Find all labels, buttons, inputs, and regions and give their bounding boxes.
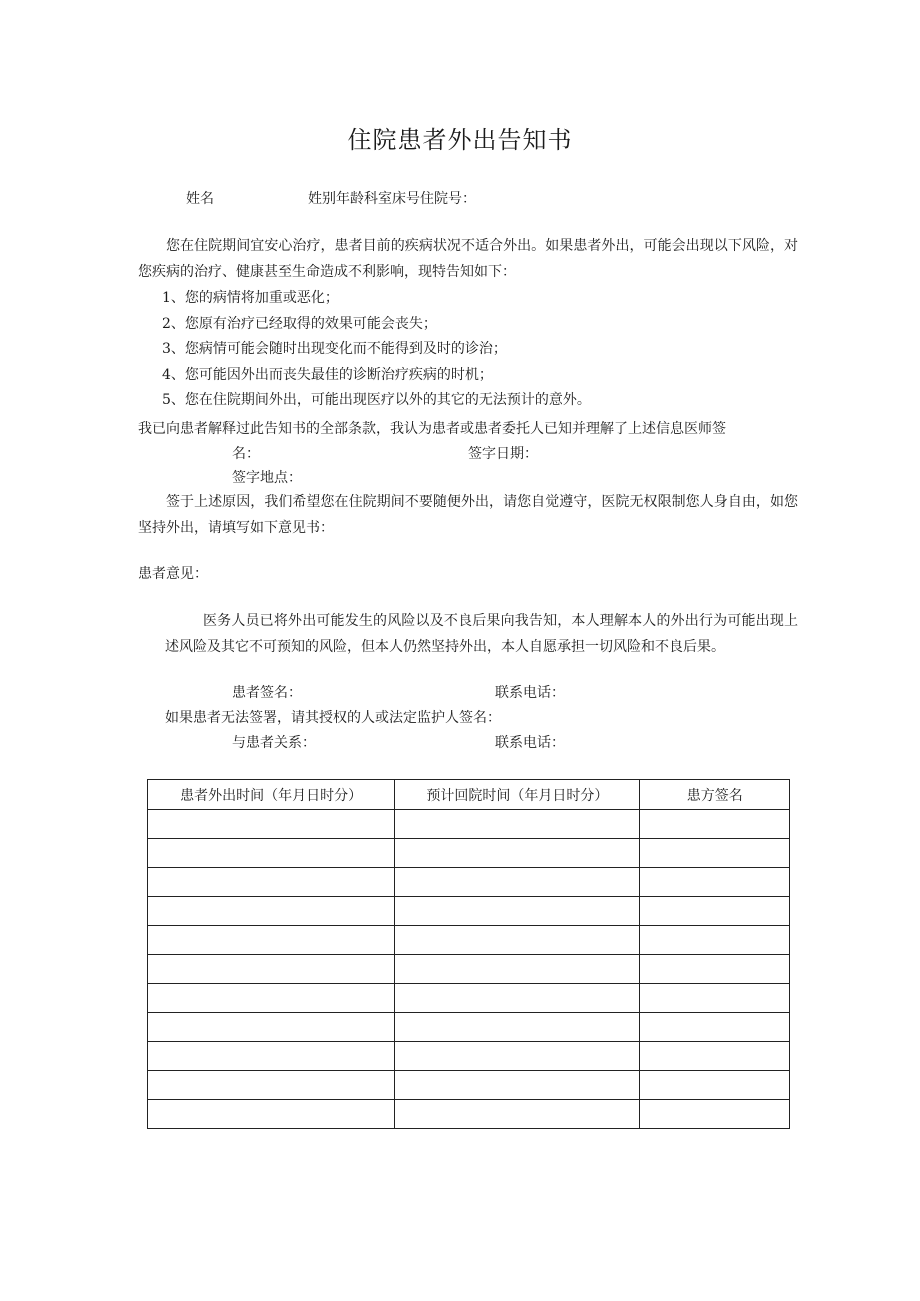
table-row [148,868,790,897]
sign-place-label: 签字地点： [232,470,302,486]
intro-paragraph: 您在住院期间宜安心治疗，患者目前的疾病状况不适合外出。如果患者外出，可能会出现以下风险，对您疾病的治疗、健康甚至生命造成不利影响，现特告知如下： [138,238,798,280]
sign-date-label: 签字日期： [468,446,538,462]
signature-cell[interactable] [640,1100,790,1129]
departure-time-cell[interactable] [148,984,395,1013]
risk-item: 5、您在住院期间外出，可能出现医疗以外的其它的无法预计的意外。 [162,392,591,408]
table-row [148,984,790,1013]
table-row [148,1100,790,1129]
departure-time-cell[interactable] [148,955,395,984]
signature-cell[interactable] [640,810,790,839]
patient-details-label: 姓别年龄科室床号住院号： [308,191,476,207]
return-time-cell[interactable] [395,1071,640,1100]
signature-cell[interactable] [640,1071,790,1100]
patient-signature-label: 患者签名： [232,685,302,701]
contact-phone-label: 联系电话： [495,685,565,701]
table-row [148,897,790,926]
return-time-cell[interactable] [395,897,640,926]
relation-label: 与患者关系： [232,735,316,751]
header-departure-time: 患者外出时间（年月日时分） [148,780,395,810]
departure-time-cell[interactable] [148,1042,395,1071]
signature-cell[interactable] [640,839,790,868]
departure-time-cell[interactable] [148,926,395,955]
return-time-cell[interactable] [395,984,640,1013]
proxy-statement: 如果患者无法签署，请其授权的人或法定监护人签名： [165,710,501,726]
patient-statement: 医务人员已将外出可能发生的风险以及不良后果向我告知，本人理解本人的外出行为可能出现上述风险及其它不可预知的风险，但本人仍然坚持外出，本人自愿承担一切风险和不良后果。 [165,613,798,655]
header-return-time: 预计回院时间（年月日时分） [395,780,640,810]
return-time-cell[interactable] [395,810,640,839]
table-row [148,839,790,868]
table-row [148,1042,790,1071]
outing-log-table [147,779,790,1129]
table-row [148,1013,790,1042]
signature-cell[interactable] [640,1042,790,1071]
signature-cell[interactable] [640,955,790,984]
doctor-statement: 我已向患者解释过此告知书的全部条款，我认为患者或患者委托人已知并理解了上述信息医师签 [138,421,726,437]
departure-time-cell[interactable] [148,897,395,926]
risk-item: 1、您的病情将加重或恶化； [162,290,339,306]
risk-item: 3、您病情可能会随时出现变化而不能得到及时的诊治； [162,341,507,357]
departure-time-cell[interactable] [148,1100,395,1129]
departure-time-cell[interactable] [148,839,395,868]
signature-cell[interactable] [640,1013,790,1042]
return-time-cell[interactable] [395,1100,640,1129]
departure-time-cell[interactable] [148,868,395,897]
risk-item: 2、您原有治疗已经取得的效果可能会丧失； [162,315,437,332]
request-paragraph: 签于上述原因，我们希望您在住院期间不要随便外出，请您自觉遵守，医院无权限制您人身自由，如您坚持外出，请填写如下意见书： [138,494,798,536]
departure-time-cell[interactable] [148,810,395,839]
return-time-cell[interactable] [395,926,640,955]
table-row [148,1071,790,1100]
signature-cell[interactable] [640,984,790,1013]
page-title: 住院患者外出告知书 [347,126,573,154]
patient-opinion-label: 患者意见： [138,566,208,582]
return-time-cell[interactable] [395,868,640,897]
table-row [148,955,790,984]
return-time-cell[interactable] [395,955,640,984]
header-signature: 患方签名 [640,780,790,810]
return-time-cell[interactable] [395,1013,640,1042]
risk-item: 4、您可能因外出而丧失最佳的诊断治疗疾病的时机； [162,366,493,383]
name-label: 姓名 [186,191,214,207]
departure-time-cell[interactable] [148,1013,395,1042]
proxy-contact-phone-label: 联系电话： [495,735,565,751]
table-header-row [148,780,790,810]
signature-cell[interactable] [640,868,790,897]
return-time-cell[interactable] [395,839,640,868]
signature-cell[interactable] [640,926,790,955]
doctor-signature-label: 名： [232,446,260,462]
departure-time-cell[interactable] [148,1071,395,1100]
signature-cell[interactable] [640,897,790,926]
table-row [148,926,790,955]
table-row [148,810,790,839]
return-time-cell[interactable] [395,1042,640,1071]
